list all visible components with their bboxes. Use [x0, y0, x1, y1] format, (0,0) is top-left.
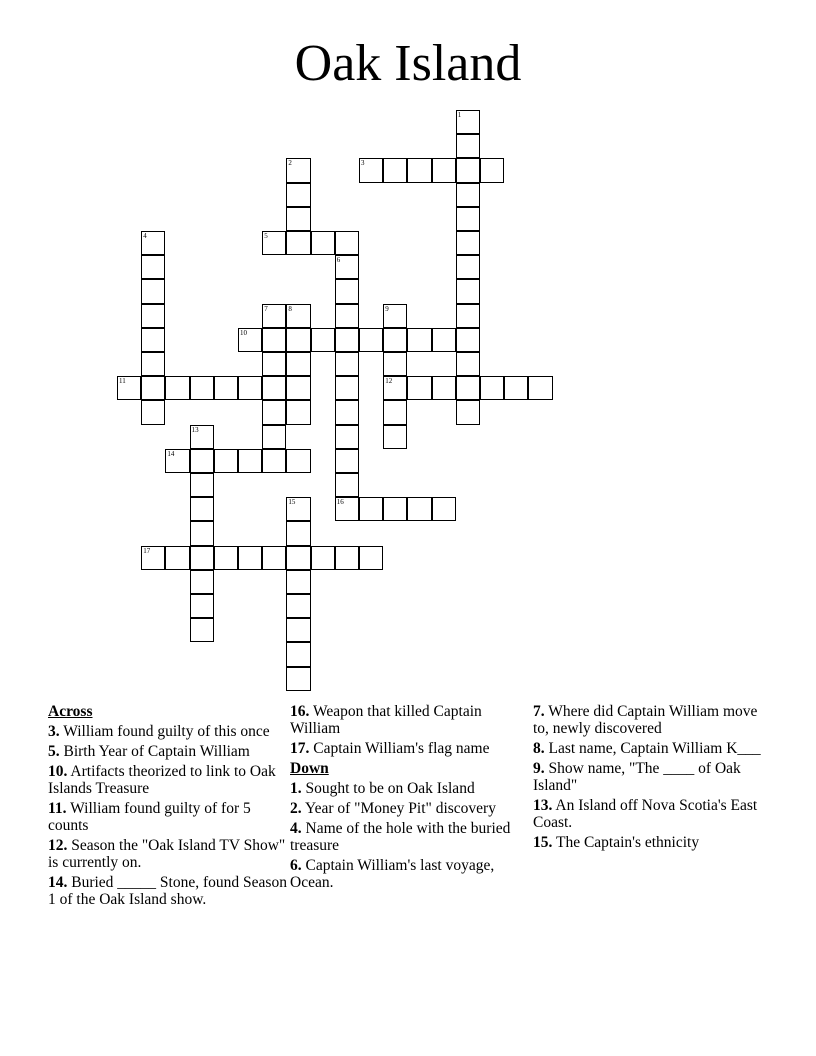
- grid-cell[interactable]: [480, 376, 504, 400]
- cell-number: 6: [336, 256, 341, 265]
- grid-cell[interactable]: [286, 449, 310, 473]
- clue-across-12: 12. Season the "Oak Island TV Show" is currently on.: [48, 837, 286, 871]
- grid-cell[interactable]: [214, 546, 238, 570]
- grid-cell[interactable]: [190, 618, 214, 642]
- grid-cell[interactable]: [383, 400, 407, 424]
- grid-cell[interactable]: [286, 570, 310, 594]
- grid-cell[interactable]: [262, 231, 286, 255]
- grid-cell[interactable]: [141, 328, 165, 352]
- grid-cell[interactable]: [214, 376, 238, 400]
- grid-cell[interactable]: [383, 304, 407, 328]
- grid-cell[interactable]: [190, 449, 214, 473]
- clue-down-1: 1. Sought to be on Oak Island: [290, 780, 475, 797]
- grid-cell[interactable]: [456, 304, 480, 328]
- cell-number: 13: [191, 425, 199, 434]
- grid-cell[interactable]: [456, 134, 480, 158]
- grid-cell[interactable]: [262, 425, 286, 449]
- grid-cell[interactable]: [190, 497, 214, 521]
- grid-cell[interactable]: [117, 376, 141, 400]
- cell-number: 12: [385, 377, 393, 386]
- grid-cell[interactable]: [286, 497, 310, 521]
- grid-cell[interactable]: [286, 400, 310, 424]
- grid-cell[interactable]: [456, 183, 480, 207]
- grid-cell[interactable]: [528, 376, 552, 400]
- grid-cell[interactable]: [456, 110, 480, 134]
- grid-cell[interactable]: [165, 546, 189, 570]
- grid-cell[interactable]: [286, 594, 310, 618]
- cell-number: 15: [288, 498, 296, 507]
- grid-cell[interactable]: [407, 376, 431, 400]
- grid-cell[interactable]: [141, 255, 165, 279]
- cell-number: 3: [361, 159, 365, 168]
- grid-cell[interactable]: [141, 231, 165, 255]
- grid-cell[interactable]: [141, 352, 165, 376]
- cell-number: 8: [288, 304, 292, 313]
- grid-cell[interactable]: [335, 425, 359, 449]
- grid-cell[interactable]: [262, 352, 286, 376]
- grid-cell[interactable]: [456, 376, 480, 400]
- clue-down-7: 7. Where did Captain William move to, newly discovered: [533, 703, 758, 737]
- grid-cell[interactable]: [286, 521, 310, 545]
- grid-cell[interactable]: [359, 546, 383, 570]
- down-heading: Down: [290, 760, 329, 777]
- grid-cell[interactable]: [432, 328, 456, 352]
- grid-cell[interactable]: [190, 425, 214, 449]
- grid-cell[interactable]: [286, 546, 310, 570]
- clue-down-13: 13. An Island off Nova Scotia's East Coast.: [533, 797, 758, 831]
- grid-cell[interactable]: [311, 546, 335, 570]
- grid-cell[interactable]: [335, 449, 359, 473]
- cell-number: 7: [264, 304, 268, 313]
- grid-cell[interactable]: [383, 497, 407, 521]
- grid-cell[interactable]: [480, 158, 504, 182]
- grid-cell[interactable]: [359, 158, 383, 182]
- cell-number: 9: [385, 304, 389, 313]
- grid-cell[interactable]: [335, 400, 359, 424]
- clues-column-2: [290, 700, 530, 894]
- grid-cell[interactable]: [456, 328, 480, 352]
- grid-cell[interactable]: [456, 400, 480, 424]
- grid-cell[interactable]: [141, 376, 165, 400]
- grid-cell[interactable]: [286, 352, 310, 376]
- across-heading: Across: [48, 703, 93, 720]
- grid-cell[interactable]: [238, 449, 262, 473]
- grid-cell[interactable]: [504, 376, 528, 400]
- grid-cell[interactable]: [456, 158, 480, 182]
- grid-cell[interactable]: [190, 376, 214, 400]
- grid-cell[interactable]: [190, 521, 214, 545]
- grid-cell[interactable]: [286, 207, 310, 231]
- grid-cell[interactable]: [383, 352, 407, 376]
- grid-cell[interactable]: [214, 449, 238, 473]
- cell-number: 14: [167, 449, 175, 458]
- grid-cell[interactable]: [383, 425, 407, 449]
- grid-cell[interactable]: [286, 304, 310, 328]
- clue-across-16: 16. Weapon that killed Captain William: [290, 703, 482, 737]
- clues-column-1: [48, 700, 288, 911]
- grid-cell[interactable]: [165, 449, 189, 473]
- cell-number: 16: [336, 498, 344, 507]
- grid-cell[interactable]: [407, 158, 431, 182]
- grid-cell[interactable]: [311, 328, 335, 352]
- grid-cell[interactable]: [262, 376, 286, 400]
- grid-cell[interactable]: [238, 328, 262, 352]
- grid-cell[interactable]: [286, 231, 310, 255]
- grid-cell[interactable]: [286, 642, 310, 666]
- grid-cell[interactable]: [262, 328, 286, 352]
- grid-cell[interactable]: [190, 546, 214, 570]
- grid-cell[interactable]: [286, 328, 310, 352]
- clue-across-14: 14. Buried _____ Stone, found Season 1 of the Oak Island show.: [48, 874, 287, 908]
- grid-cell[interactable]: [456, 279, 480, 303]
- cell-number: 1: [457, 111, 462, 119]
- grid-cell[interactable]: [456, 231, 480, 255]
- grid-cell[interactable]: [456, 255, 480, 279]
- grid-cell[interactable]: [456, 352, 480, 376]
- grid-cell[interactable]: [141, 304, 165, 328]
- grid-cell[interactable]: [432, 376, 456, 400]
- grid-cell[interactable]: [141, 279, 165, 303]
- cell-number: 10: [240, 328, 247, 337]
- grid-cell[interactable]: [335, 546, 359, 570]
- clue-across-17: 17. Captain William's flag name: [290, 740, 490, 757]
- grid-cell[interactable]: [286, 376, 310, 400]
- clue-down-2: 2. Year of "Money Pit" discovery: [290, 800, 496, 817]
- clue-across-3: 3. William found guilty of this once: [48, 723, 270, 740]
- grid-cell[interactable]: [335, 231, 359, 255]
- clues-column-3: [533, 700, 773, 854]
- clue-across-5: 5. Birth Year of Captain William: [48, 743, 250, 760]
- grid-cell[interactable]: [141, 546, 165, 570]
- cell-number: 5: [264, 232, 268, 240]
- clue-across-10: 10. Artifacts theorized to link to Oak Islands Treasure: [48, 763, 276, 797]
- grid-cell[interactable]: [286, 618, 310, 642]
- cell-number: 11: [119, 377, 126, 386]
- grid-cell[interactable]: [335, 304, 359, 328]
- clue-down-6: 6. Captain William's last voyage, Ocean.: [290, 857, 495, 891]
- grid-cell[interactable]: [359, 328, 383, 352]
- clue-down-15: 15. The Captain's ethnicity: [533, 834, 700, 851]
- grid-cell[interactable]: [190, 473, 214, 497]
- grid-cell[interactable]: [383, 158, 407, 182]
- clue-down-4: 4. Name of the hole with the buried treasure: [290, 820, 511, 854]
- clue-down-9: 9. Show name, "The ____ of Oak Island": [533, 760, 741, 794]
- cell-number: 17: [143, 546, 151, 555]
- grid-cell[interactable]: [262, 546, 286, 570]
- clue-across-11: 11. William found guilty of for 5 counts: [48, 800, 251, 834]
- cell-number: 4: [143, 232, 147, 240]
- grid-cell[interactable]: [238, 376, 262, 400]
- grid-cell[interactable]: [238, 546, 262, 570]
- grid-cell[interactable]: [335, 497, 359, 521]
- grid-cell[interactable]: [335, 328, 359, 352]
- grid-cell[interactable]: [432, 497, 456, 521]
- grid-cell[interactable]: [262, 304, 286, 328]
- grid-cell[interactable]: [456, 207, 480, 231]
- grid-cell[interactable]: [190, 594, 214, 618]
- grid-cell[interactable]: [359, 497, 383, 521]
- grid-cell[interactable]: [286, 158, 310, 182]
- grid-cell[interactable]: [262, 449, 286, 473]
- grid-cell[interactable]: [383, 376, 407, 400]
- grid-cell[interactable]: [141, 400, 165, 424]
- grid-cell[interactable]: [335, 279, 359, 303]
- grid-cell[interactable]: [286, 183, 310, 207]
- puzzle-title: Oak Island: [294, 35, 522, 92]
- grid-cell[interactable]: [335, 376, 359, 400]
- grid-cell[interactable]: [335, 255, 359, 279]
- grid-cell[interactable]: [335, 352, 359, 376]
- cell-number: 2: [288, 159, 292, 168]
- grid-cell[interactable]: [383, 328, 407, 352]
- grid-cell[interactable]: [286, 667, 310, 691]
- grid-cell[interactable]: [335, 473, 359, 497]
- grid-cell[interactable]: [190, 570, 214, 594]
- grid-cell[interactable]: [407, 328, 431, 352]
- grid-cell[interactable]: [262, 400, 286, 424]
- grid-cell[interactable]: [311, 231, 335, 255]
- grid-cell[interactable]: [432, 158, 456, 182]
- clue-down-8: 8. Last name, Captain William K___: [533, 740, 761, 757]
- grid-cell[interactable]: [407, 497, 431, 521]
- grid-cell[interactable]: [165, 376, 189, 400]
